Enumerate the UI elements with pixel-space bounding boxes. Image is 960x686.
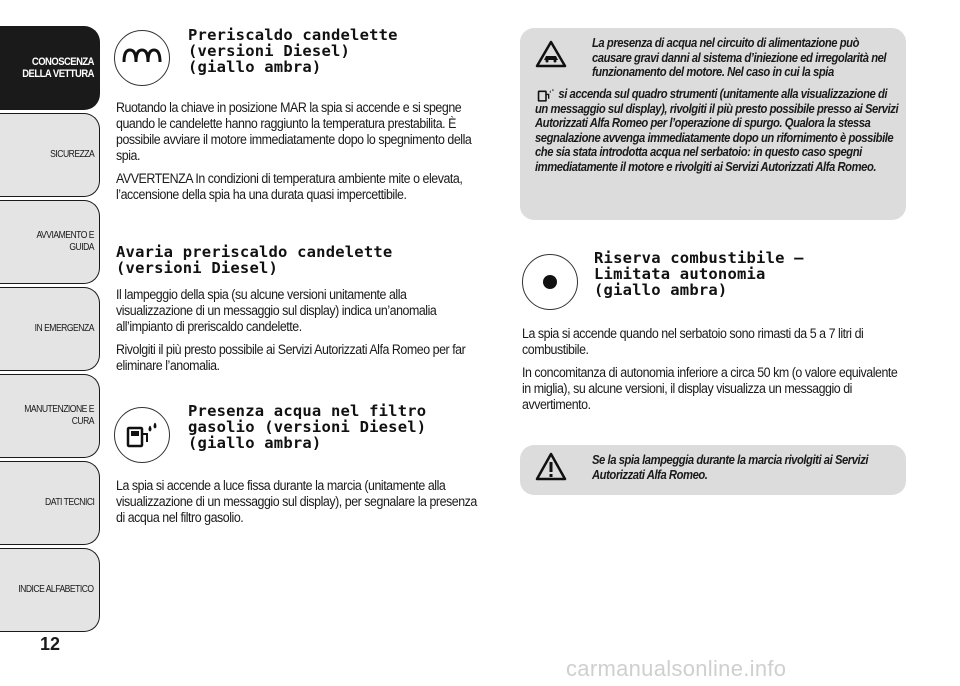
section-body-preriscaldo <box>116 100 484 210</box>
watermark: carmanualsonline.info <box>566 656 787 681</box>
section-title-riserva: Riserva combustibile – Limitata autonomia (giallo ambra) <box>594 249 804 299</box>
glow-plug-icon <box>114 30 170 86</box>
warning-triangle-icon <box>535 40 567 73</box>
section-title-avaria: Avaria preriscaldo candelette (versioni Diesel) <box>116 243 393 277</box>
paragraph: Ruotando la chiave in posizione MAR la spia si accende e si spegne quando le candelette hanno raggiunto la temperatura prestabilita. È possibile avviare il motore immediatamente dopo lo spegnimento della spia. <box>116 100 472 163</box>
warning-text-water-a: La presenza di acqua nel circuito di alimentazione può causare gravi danni al sistema d’iniezione ed irregolarità nel funzionamento del motore. Nel caso in cui la spia <box>592 36 887 80</box>
tab-dati-tecnici[interactable] <box>0 461 100 545</box>
tab-indice-alfabetico[interactable] <box>0 548 100 632</box>
paragraph: Il lampeggio della spia (su alcune versioni unitamente alla visualizzazione di un messaggio sul display) indica un’anomalia all’impianto di preriscaldo candelette. <box>116 287 437 334</box>
warning-text-water-b: si accenda sul quadro strumenti (unitamente alla visualizzazione di un messaggio sul display), rivolgiti il più presto possibile presso ai Servizi Autorizzati Alfa Romeo per l’operazione di spurgo. Qualora la stessa segnalazione avvenga immediatamente dopo un rifornimento è possibile che sia stata introdotta acqua nel serbatoio: in questo caso spegni immediatamente il motore e rivolgiti ai Servizi Autorizzati Alfa Romeo. <box>535 87 899 174</box>
tab-label: INDICE ALFABETICO <box>18 584 94 595</box>
water-in-fuel-icon <box>114 407 170 463</box>
paragraph: La spia si accende a luce fissa durante la marcia (unitamente alla visualizzazione di un messaggio sul display), per segnalare la presenza di acqua nel filtro gasolio. <box>116 478 477 525</box>
section-body-acqua-filtro <box>116 478 484 533</box>
section-title-acqua-filtro: Presenza acqua nel filtro gasolio (versioni Diesel) (giallo ambra) <box>188 402 427 452</box>
paragraph: La spia si accende quando nel serbatoio sono rimasti da 5 a 7 litri di combustibile. <box>522 326 864 357</box>
paragraph: In concomitanza di autonomia inferiore a circa 50 km (o valore equivalente in miglia), su alcune versioni, il display visualizza un messaggio di avvertimento. <box>522 365 898 412</box>
tab-avviamento-e-guida[interactable] <box>0 200 100 284</box>
section-body-avaria <box>116 287 484 381</box>
tab-label: CONOSCENZA DELLA VETTURA <box>22 56 94 80</box>
tab-manutenzione-e-cura[interactable] <box>0 374 100 458</box>
tab-label: IN EMERGENZA <box>34 323 94 334</box>
tab-label: DATI TECNICI <box>44 497 94 508</box>
page-number: 12 <box>40 634 61 654</box>
paragraph: Rivolgiti il più presto possibile ai Servizi Autorizzati Alfa Romeo per far eliminare l’anomalia. <box>116 342 466 373</box>
fuel-reserve-icon <box>522 254 578 310</box>
tab-sicurezza[interactable] <box>0 113 100 197</box>
paragraph: AVVERTENZA In condizioni di temperatura ambiente mite o elevata, l’accensione della spia ha una durata quasi impercettibile. <box>116 171 463 202</box>
section-body-riserva <box>522 326 899 420</box>
tab-conoscenza-della-vettura[interactable] <box>0 26 100 110</box>
warning-exclamation-icon <box>535 452 567 487</box>
tab-label: AVVIAMENTO E GUIDA <box>36 230 94 253</box>
warning-text-riserva: Se la spia lampeggia durante la marcia rivolgiti ai Servizi Autorizzati Alfa Romeo. <box>592 453 869 482</box>
tab-label: SICUREZZA <box>49 149 94 160</box>
section-title-preriscaldo: Preriscaldo candelette (versioni Diesel) (giallo ambra) <box>188 26 398 76</box>
tab-label: MANUTENZIONE E CURA <box>24 404 94 427</box>
tab-in-emergenza[interactable] <box>0 287 100 371</box>
